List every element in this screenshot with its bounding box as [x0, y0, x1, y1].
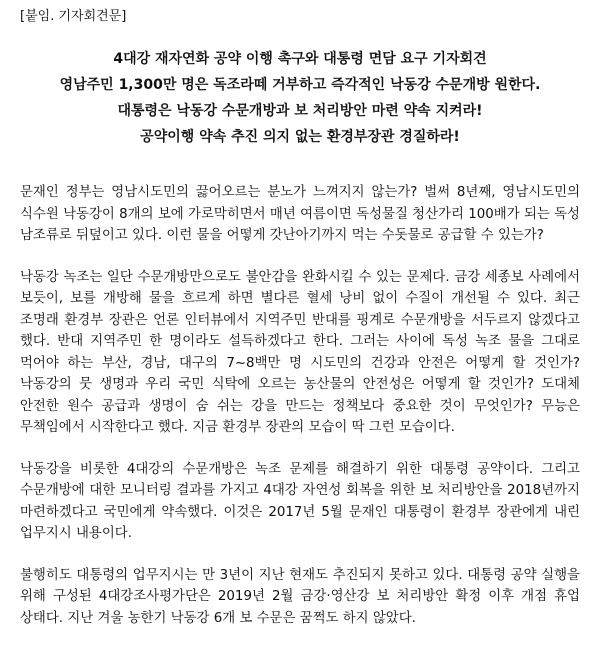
body-paragraph-3: 낙동강을 비롯한 4대강의 수문개방은 녹조 문제를 해결하기 위한 대통령 공약이다. 그리고 수문개방에 대한 모니터링 결과를 가지고 4대강 자연성 회복을 위한 보 처리방안을 2018년까지 마련하겠다고 국민에게 약속했다. 이것은 2017년 5월 문재인 대통령이 환경부 장관에게 내린 업무지시 내용이다. — [20, 461, 580, 541]
headline-residents-demand: 영남주민 1,300만 명은 독조라떼 거부하고 즉각적인 낙동강 수문개방 원한다. — [59, 77, 541, 93]
body-paragraph-2: 낙동강 녹조는 일단 수문개방만으로도 불안감을 완화시킬 수 있는 문제다. 금강 세종보 사례에서 보듯이, 보를 개방해 물을 흐르게 하면 별다른 혈세 낭비 없이 수질이 개선될 수 있다. 최근 조명래 환경부 장관은 언론 인터뷰에서 지역주민 반대를 핑계로 수문개방을 서두르지 않겠다고 했다. 반대 지역주민 한 명이라도 설득하겠다고 한다. 그러는 사이에 독성 녹조 물을 그대로 먹어야 하는 부산, 경남, 대구의 7~8백만 명 시도민의 건강과 안전은 어떻게 할 것인가? 낙동강의 뭇 생명과 우리 국민 식탁에 오르는 농산물의 안전성은 어떻게 할 것인가? 도대체 안전한 원수 공급과 생명이 숨 쉬는 강을 만드는 정책보다 중요한 것이 무엇인가? 무능은 무책임에서 시작한다고 했다. 지금 환경부 장관의 모습이 딱 그런 모습이다. — [20, 269, 580, 435]
headline-president-promise: 대통령은 낙동강 수문개방과 보 처리방안 마련 약속 지켜라! — [117, 103, 483, 119]
body-paragraph-4: 불행히도 대통령의 업무지시는 만 3년이 지난 현재도 추진되지 못하고 있다. 대통령 공약 실행을 위해 구성된 4대강조사평가단은 2019년 2월 금강·영산강 보 처리방안 확정 이후 개점 휴업 상태다. 지난 겨울 농한기 낙동강 6개 보 수문은 꿈쩍도 하지 않았다. — [20, 567, 580, 626]
headline-press-conference-title: 4대강 재자연화 공약 이행 촉구와 대통령 면담 요구 기자회견 — [113, 51, 487, 67]
body-paragraph-1: 문재인 정부는 영남시도민의 끓어오르는 분노가 느껴지지 않는가? 벌써 8년째, 영남시도민의 식수원 낙동강이 8개의 보에 가로막히면서 매년 여름이면 독성물질 청산가리 100배가 되는 독성 남조류로 뒤덮이고 있다. 이런 물을 어떻게 갓난아기까지 먹는 수돗물로 공급할 수 있는가? — [20, 185, 580, 243]
attachment-label: [붙임. 기자회견문] — [20, 9, 127, 24]
headline-block — [20, 46, 580, 150]
headline-minister-dismissal: 공약이행 약속 추진 의지 없는 환경부장관 경질하라! — [140, 129, 460, 145]
